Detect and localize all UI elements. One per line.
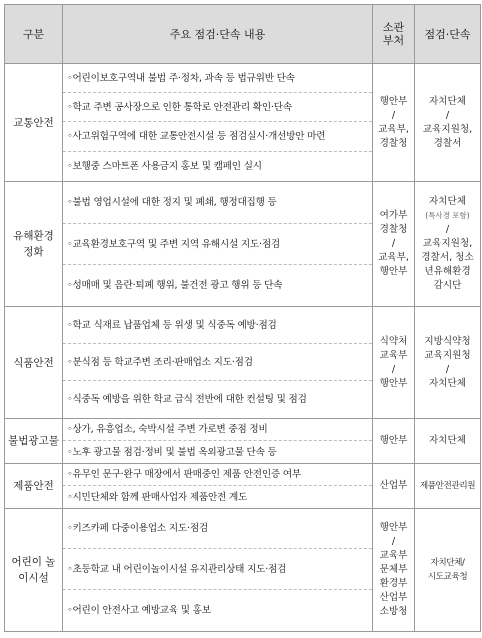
inspection-table xyxy=(4,4,481,632)
header-row xyxy=(5,5,481,64)
list-item: ◦식중독 예방을 위한 학교 급식 전반에 대한 컨설팅 및 점검 xyxy=(67,394,307,405)
inspection-cell: 자치단체 / 교육지원청, 경찰서 xyxy=(415,64,481,182)
inspection-cell: 자치단체 (특사경 포함) / 교육지원청, 경찰서, 청소 년유해환경 감시단 xyxy=(415,182,481,307)
category-cell: 불법광고물 xyxy=(5,419,63,464)
list-item: ◦초등학교 내 어린이놀이시설 유지관리상태 지도·점검 xyxy=(63,549,372,590)
items-cell xyxy=(63,182,373,307)
list-item: ◦유무인 문구·완구 매장에서 판매중인 제품 안전인증 여부 xyxy=(63,464,372,486)
items-cell xyxy=(63,419,373,464)
category-cell: 교통안전 xyxy=(5,64,63,182)
table-row-food-safety xyxy=(5,307,481,419)
table-row-harmful-environment xyxy=(5,182,481,307)
category-cell: 유해환경 정화 xyxy=(5,182,63,307)
inspection-cell: 지방식약청 교육지원청 / 자치단체 xyxy=(415,307,481,419)
list-item: ◦사고위험구역에 대한 교통안전시설 등 점검실시·개선방안 마련 xyxy=(63,122,372,152)
category-cell: 어린이 놀이시설 xyxy=(5,509,63,632)
header-content: 주요 점검·단속 내용 xyxy=(63,5,373,64)
list-item: ◦학교 식재료 납품업체 등 위생 및 식중독 예방·점검 xyxy=(63,307,372,344)
items-cell xyxy=(63,464,373,509)
department-cell: 행안부 / 교육부 문체부 환경부 산업부 소방청 xyxy=(373,509,415,632)
items-cell xyxy=(63,64,373,182)
list-item: ◦어린이보호구역내 불법 주·정차, 과속 등 법규위반 단속 xyxy=(63,64,372,93)
list-item: ◦성매매 및 음란·퇴폐 행위, 불건전 광고 행위 등 단속 xyxy=(67,280,283,291)
department-cell: 산업부 xyxy=(373,464,415,509)
list-item: ◦시민단체와 함께 판매사업자 제품안전 계도 xyxy=(67,491,248,503)
list-item: ◦상가, 유흥업소, 숙박시설 주변 가로변 중점 정비 xyxy=(63,419,372,441)
list-item: ◦어린이 안전사고 예방교육 및 홍보 xyxy=(67,605,211,616)
header-category: 구분 xyxy=(5,5,63,64)
table-row-playground xyxy=(5,509,481,632)
department-cell: 행안부 / 교육부, 경찰청 xyxy=(373,64,415,182)
list-item: ◦불법 영업시설에 대한 정지 및 폐쇄, 행정대집행 등 xyxy=(63,182,372,224)
items-cell xyxy=(63,307,373,419)
category-cell: 제품안전 xyxy=(5,464,63,509)
header-inspection: 점검·단속 xyxy=(415,5,481,64)
inspection-cell: 제품안전관리원 xyxy=(415,464,481,509)
inspection-cell: 자치단체/ 시도교육청 xyxy=(415,509,481,632)
list-item: ◦보행중 스마트폰 사용금지 홍보 및 캠페인 실시 xyxy=(67,161,262,172)
category-cell: 식품안전 xyxy=(5,307,63,419)
table-row-illegal-ads xyxy=(5,419,481,464)
department-cell: 행안부 xyxy=(373,419,415,464)
list-item: ◦노후 광고물 점검·정비 및 불법 옥외광고물 단속 등 xyxy=(67,446,277,458)
list-item: ◦교육환경보호구역 및 주변 지역 유해시설 지도·점검 xyxy=(63,224,372,265)
department-cell: 여가부 경찰청 / 교육부, 행안부 xyxy=(373,182,415,307)
list-item: ◦키즈카페 다중이용업소 지도·점검 xyxy=(63,509,372,549)
inspection-cell: 자치단체 xyxy=(415,419,481,464)
department-cell: 식약처 교육부 / 행안부 xyxy=(373,307,415,419)
table-row-traffic xyxy=(5,64,481,182)
list-item: ◦학교 주변 공사장으로 인한 통학로 안전관리 확인·단속 xyxy=(63,93,372,122)
items-cell xyxy=(63,509,373,632)
table-row-product-safety xyxy=(5,464,481,509)
list-item: ◦분식점 등 학교주변 조리·판매업소 지도·점검 xyxy=(63,344,372,381)
header-department: 소관 부처 xyxy=(373,5,415,64)
